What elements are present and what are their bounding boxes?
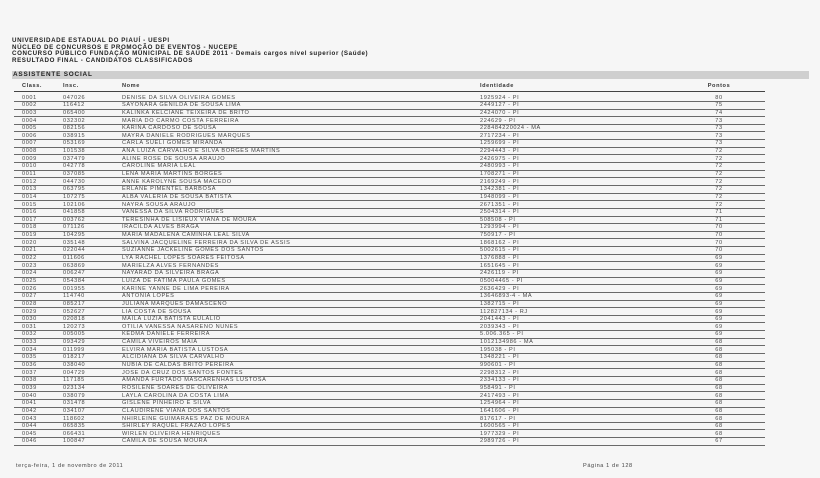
class-cell: 0017 <box>22 216 37 223</box>
class-cell: 0040 <box>22 392 37 399</box>
class-cell: 0035 <box>22 354 37 361</box>
identidade-cell: 2424070 - PI <box>480 109 520 116</box>
pontos-cell: 68 <box>715 384 723 391</box>
class-cell: 0042 <box>22 407 37 414</box>
pontos-cell: 72 <box>715 163 723 170</box>
nome-cell: KALINKA KELCIANE TEIXEIRA DE BRITO <box>122 109 250 116</box>
nome-cell: KARINE YANNE DE LIMA PEREIRA <box>122 285 230 292</box>
nome-cell: WIRLEN OLIVEIRA HENRIQUES <box>122 430 221 437</box>
class-cell: 0043 <box>22 415 37 422</box>
table-row <box>0 384 820 392</box>
nome-cell: AMANDA FURTADO MASCARENHAS LUSTOSA <box>122 377 267 384</box>
nome-cell: ERLANE PIMENTEL BARBOSA <box>122 186 217 193</box>
insc-cell: 120273 <box>63 323 86 330</box>
nome-cell: CAROLINE MARIA LEAL <box>122 163 197 170</box>
insc-cell: 117185 <box>63 377 85 384</box>
table-row <box>0 323 820 331</box>
insc-cell: 107275 <box>63 193 86 200</box>
identidade-cell: 1708271 - PI <box>480 171 520 177</box>
pontos-cell: 72 <box>715 186 723 193</box>
pontos-cell: 68 <box>715 339 723 346</box>
pontos-cell: 68 <box>715 407 723 414</box>
table-row <box>0 430 820 438</box>
insc-cell: 116412 <box>63 102 85 109</box>
class-cell: 0034 <box>22 346 37 353</box>
insc-cell: 082156 <box>63 125 86 132</box>
nome-cell: MAYRA DANIELE RODRIGUES MARQUES <box>122 132 251 139</box>
pontos-cell: 80 <box>715 94 723 101</box>
insc-cell: 038079 <box>63 392 86 399</box>
table-row <box>0 170 820 178</box>
nome-cell: KARINA CARDOSO DE SOUSA <box>122 125 217 132</box>
nome-cell: SUZIANNE JACKELINE GOMES DOS SANTOS <box>122 247 264 254</box>
nome-cell: DENISE DA SILVA OLIVEIRA GOMES <box>122 94 236 101</box>
identidade-cell: 2671351 - PI <box>480 201 520 208</box>
table-row <box>0 293 820 301</box>
pontos-cell: 73 <box>715 117 723 124</box>
identidade-cell: 5002615 - PI <box>480 247 520 254</box>
insc-cell: 018217 <box>63 354 86 361</box>
nome-cell: ALINE ROSE DE SOUSA ARAUJO <box>122 155 226 162</box>
class-cell: 0044 <box>22 423 37 430</box>
table-row <box>0 407 820 415</box>
identidade-cell: 958491 - PI <box>480 384 516 391</box>
nome-cell: ELVIRA MARIA BATISTA LUSTOSA <box>122 346 229 353</box>
pontos-cell: 70 <box>715 247 723 254</box>
pontos-cell: 69 <box>715 323 723 330</box>
nome-cell: LENA MARIA MARTINS BORGES <box>122 171 223 177</box>
table-row <box>0 232 820 240</box>
insc-cell: 044730 <box>63 178 86 185</box>
institution-name: UNIVERSIDADE ESTADUAL DO PIAUÍ - UESPI <box>12 37 170 44</box>
insc-cell: 004729 <box>63 369 86 376</box>
nome-cell: GISLENE PINHEIRO E SILVA <box>122 400 212 407</box>
identidade-cell: 1925924 - PI <box>480 94 520 101</box>
pontos-cell: 72 <box>715 148 723 155</box>
insc-cell: 042778 <box>63 163 86 170</box>
identidade-cell: 1293994 - PI <box>480 224 520 231</box>
column-header-class: Class. <box>22 83 43 89</box>
table-row <box>0 262 820 270</box>
identidade-cell: 1382715 - PI <box>480 300 520 307</box>
pontos-cell: 71 <box>715 216 723 223</box>
insc-cell: 038915 <box>63 132 86 139</box>
nome-cell: JULIANA MARQUES DAMASCENO <box>122 300 228 307</box>
insc-cell: 037085 <box>63 171 86 177</box>
table-row <box>0 270 820 278</box>
insc-cell: 038040 <box>63 362 86 369</box>
pontos-cell: 75 <box>715 102 723 109</box>
table-row <box>0 308 820 316</box>
identidade-cell: 1641606 - PI <box>480 407 520 414</box>
table-row <box>0 94 820 102</box>
identidade-cell: 2717234 - PI <box>480 132 520 139</box>
identidade-cell: 2334133 - PI <box>480 377 520 384</box>
insc-cell: 035148 <box>63 239 86 246</box>
table-row <box>0 339 820 347</box>
class-cell: 0004 <box>22 117 37 124</box>
nome-cell: IRACILDA ALVES BRAGA <box>122 224 200 231</box>
pontos-cell: 69 <box>715 308 723 315</box>
identidade-cell: 1651645 - PI <box>480 262 520 269</box>
nome-cell: OTILIA VANESSA NASARENO NUNES <box>122 323 239 330</box>
table-row <box>0 224 820 232</box>
pontos-cell: 69 <box>715 316 723 323</box>
table-row <box>0 140 820 148</box>
pontos-cell: 68 <box>715 369 723 376</box>
identidade-cell: 05004465 - PI <box>480 277 523 284</box>
identidade-cell: 2294443 - PI <box>480 148 520 155</box>
pontos-cell: 68 <box>715 346 723 353</box>
pontos-cell: 69 <box>715 277 723 284</box>
insc-cell: 032302 <box>63 117 86 124</box>
identidade-cell: 1348221 - PI <box>480 354 520 361</box>
class-cell: 0012 <box>22 178 37 185</box>
insc-cell: 114740 <box>63 293 85 300</box>
table-row <box>0 125 820 133</box>
section-title: ASSISTENTE SOCIAL <box>13 71 93 78</box>
nome-cell: CARLA SUELI GOMES MIRANDA <box>122 140 223 147</box>
nome-cell: MARIELZA ALVES FERNANDES <box>122 262 219 269</box>
identidade-cell: 2449127 - PI <box>480 102 520 109</box>
pontos-cell: 70 <box>715 224 723 231</box>
identidade-cell: 508508 - PI <box>480 216 516 223</box>
table-row <box>0 117 820 125</box>
document-header <box>12 38 368 64</box>
identidade-cell: 2426119 - PI <box>480 270 519 277</box>
nome-cell: SAYONARA GENILDA DE SOUSA LIMA <box>122 102 241 109</box>
table-row <box>0 132 820 140</box>
class-cell: 0008 <box>22 148 37 155</box>
identidade-cell: 228484220024 - MA <box>480 125 541 132</box>
pontos-cell: 68 <box>715 392 723 399</box>
nome-cell: ANNE KAROLYNE SOUSA MACEDO <box>122 178 232 185</box>
nome-cell: MAILA LUZIA BATISTA EULALIO <box>122 316 221 323</box>
insc-cell: 053169 <box>63 140 86 147</box>
identidade-cell: 13646893-4 - MA <box>480 293 533 300</box>
class-cell: 0002 <box>22 102 37 109</box>
table-row <box>0 423 820 431</box>
table-row <box>0 102 820 110</box>
insc-cell: 052627 <box>63 308 86 315</box>
class-cell: 0028 <box>22 300 37 307</box>
pontos-cell: 72 <box>715 193 723 200</box>
insc-cell: 011999 <box>63 346 85 353</box>
identidade-cell: 195038 - PI <box>480 346 516 353</box>
pontos-cell: 71 <box>715 209 723 216</box>
insc-cell: 006247 <box>63 270 86 277</box>
table-row <box>0 155 820 163</box>
nome-cell: ALCIDIANA DA SILVA CARVALHO <box>122 354 225 361</box>
identidade-cell: 2636429 - PI <box>480 285 520 292</box>
identidade-cell: 1948099 - PI <box>480 193 520 200</box>
nome-cell: NHIRLEINE GUIMARAES PAZ DE MOURA <box>122 415 250 422</box>
table-row <box>0 186 820 194</box>
insc-cell: 065835 <box>63 423 86 430</box>
identidade-cell: 2504314 - PI <box>480 209 520 216</box>
class-cell: 0036 <box>22 362 37 369</box>
pontos-cell: 68 <box>715 415 723 422</box>
identidade-cell: 224629 - PI <box>480 117 516 124</box>
nome-cell: VANESSA DA SILVA RODRIGUES <box>122 209 225 216</box>
class-cell: 0015 <box>22 201 37 208</box>
pontos-cell: 69 <box>715 262 723 269</box>
identidade-cell: 990601 - PI <box>480 362 516 369</box>
class-cell: 0023 <box>22 262 37 269</box>
pontos-cell: 70 <box>715 232 723 239</box>
insc-cell: 118602 <box>63 415 85 422</box>
insc-cell: 005005 <box>63 331 86 338</box>
page-indicator: Página 1 de 128 <box>583 463 633 469</box>
pontos-cell: 67 <box>715 438 723 445</box>
class-cell: 0007 <box>22 140 37 147</box>
identidade-cell: 1376888 - PI <box>480 255 520 262</box>
table-row <box>0 400 820 408</box>
pontos-cell: 69 <box>715 285 723 292</box>
class-cell: 0020 <box>22 239 37 246</box>
identidade-cell: 2298312 - PI <box>480 369 520 376</box>
nome-cell: MARIA DO CARMO COSTA FERREIRA <box>122 117 240 124</box>
table-row <box>0 285 820 293</box>
column-header-nome: Nome <box>122 83 140 89</box>
insc-cell: 037479 <box>63 155 86 162</box>
pontos-cell: 69 <box>715 293 723 300</box>
table-row <box>0 247 820 255</box>
class-cell: 0019 <box>22 232 37 239</box>
insc-cell: 065400 <box>63 109 86 116</box>
column-header-identidade: Identidade <box>480 83 514 89</box>
table-row <box>0 300 820 308</box>
nome-cell: JOSE DA CRUZ DOS SANTOS FONTES <box>122 369 244 376</box>
insc-cell: 101538 <box>63 148 86 155</box>
identidade-cell: 817617 - PI <box>480 415 516 422</box>
class-cell: 0039 <box>22 384 37 391</box>
insc-cell: 085217 <box>63 300 86 307</box>
nome-cell: ROSILENE SOARES DE OLIVEIRA <box>122 384 229 391</box>
nome-cell: SHIRLEY RAQUEL FRAZÃO LOPES <box>122 423 231 430</box>
nome-cell: LAYLA CAROLINA DA COSTA LIMA <box>122 392 230 399</box>
nome-cell: SALVINA JACQUELINE FERREIRA DA SILVA DE ASSIS <box>122 239 291 246</box>
nome-cell: NUBIA DE CALDAS BRITO PEREIRA <box>122 362 235 369</box>
nome-cell: TERESINHA DE LISIEUX VIANA DE MOURA <box>122 216 257 223</box>
identidade-cell: 1600565 - PI <box>480 423 520 430</box>
insc-cell: 022044 <box>63 247 86 254</box>
pontos-cell: 69 <box>715 270 723 277</box>
identidade-cell: 2041443 - PI <box>480 316 520 323</box>
nome-cell: NAYRA SOUSA ARAUJO <box>122 201 197 208</box>
class-cell: 0016 <box>22 209 37 216</box>
insc-cell: 104295 <box>63 232 86 239</box>
pontos-cell: 73 <box>715 125 723 132</box>
identidade-cell: 2169249 - PI <box>480 178 520 185</box>
identidade-cell: 2417493 - PI <box>480 392 520 399</box>
identidade-cell: 2039343 - PI <box>480 323 520 330</box>
pontos-cell: 74 <box>715 109 723 116</box>
insc-cell: 011606 <box>63 255 85 262</box>
identidade-cell: 1977329 - PI <box>480 430 520 437</box>
class-cell: 0022 <box>22 255 37 262</box>
class-cell: 0003 <box>22 109 37 116</box>
class-cell: 0045 <box>22 430 37 437</box>
table-row <box>0 316 820 324</box>
class-cell: 0031 <box>22 323 37 330</box>
identidade-cell: 1254964 - PI <box>480 400 520 407</box>
pontos-cell: 73 <box>715 140 723 147</box>
footer-date: terça-feira, 1 de novembro de 2011 <box>16 463 124 469</box>
pontos-cell: 68 <box>715 377 723 384</box>
class-cell: 0029 <box>22 308 37 315</box>
pontos-cell: 72 <box>715 155 723 162</box>
table-row <box>0 377 820 385</box>
insc-cell: 001955 <box>63 285 86 292</box>
insc-cell: 093429 <box>63 339 86 346</box>
identidade-cell: 1868162 - PI <box>480 239 520 246</box>
pontos-cell: 72 <box>715 178 723 185</box>
pontos-cell: 69 <box>715 300 723 307</box>
class-cell: 0027 <box>22 293 37 300</box>
pontos-cell: 68 <box>715 400 723 407</box>
table-row <box>0 392 820 400</box>
table-row <box>0 438 820 446</box>
pontos-cell: 73 <box>715 132 723 139</box>
class-cell: 0001 <box>22 94 37 101</box>
result-title: RESULTADO FINAL - CANDIDATOS CLASSIFICADOS <box>12 56 194 64</box>
section-header <box>12 71 809 79</box>
table-row <box>0 239 820 247</box>
table-row <box>0 354 820 362</box>
insc-cell: 047026 <box>63 94 86 101</box>
pontos-cell: 72 <box>715 171 723 177</box>
class-cell: 0041 <box>22 400 37 407</box>
table-row <box>0 147 820 155</box>
exam-title: CONCURSO PÚBLICO FUNDAÇÃO MUNICIPAL DE SAÚDE 2011 - Demais cargos nível superior (Saúde) <box>12 50 369 58</box>
table-row <box>0 201 820 209</box>
insc-cell: 031478 <box>63 400 86 407</box>
nome-cell: ALBA VALERIA DE SOUSA BATISTA <box>122 193 233 200</box>
class-cell: 0026 <box>22 285 37 292</box>
identidade-cell: 2989726 - PI <box>480 438 520 445</box>
class-cell: 0014 <box>22 193 37 200</box>
identidade-cell: 1259699 - PI <box>480 140 520 147</box>
table-row <box>0 254 820 262</box>
insc-cell: 034107 <box>63 407 86 414</box>
table-row <box>0 193 820 201</box>
department-name: NÚCLEO DE CONCURSOS E PROMOÇÃO DE EVENTOS - NUCEPE <box>12 43 238 51</box>
insc-cell: 020818 <box>63 316 86 323</box>
class-cell: 0038 <box>22 377 37 384</box>
class-cell: 0013 <box>22 186 37 193</box>
class-cell: 0037 <box>22 369 37 376</box>
identidade-cell: 5.006.365 - PI <box>480 331 524 338</box>
class-cell: 0005 <box>22 125 37 132</box>
pontos-cell: 68 <box>715 362 723 369</box>
class-cell: 0030 <box>22 316 37 323</box>
nome-cell: LYA RACHEL LOPES SOARES FEITOSA <box>122 255 245 262</box>
insc-cell: 023134 <box>63 384 86 391</box>
table-row <box>0 369 820 377</box>
insc-cell: 102106 <box>63 201 86 208</box>
pontos-cell: 70 <box>715 239 723 246</box>
class-cell: 0025 <box>22 277 37 284</box>
table-row <box>0 277 820 285</box>
identidade-cell: 1012134986 - MA <box>480 339 534 346</box>
class-cell: 0010 <box>22 163 37 170</box>
class-cell: 0024 <box>22 270 37 277</box>
table-row <box>0 415 820 423</box>
table-row <box>0 331 820 339</box>
pontos-cell: 68 <box>715 423 723 430</box>
table-row <box>0 163 820 171</box>
nome-cell: ANA LUIZA CARVALHO E SILVA BORGES MARTINS <box>122 148 281 155</box>
class-cell: 0032 <box>22 331 37 338</box>
identidade-cell: 2480993 - PI <box>480 163 520 170</box>
insc-cell: 063795 <box>63 186 86 193</box>
class-cell: 0021 <box>22 247 37 254</box>
pontos-cell: 69 <box>715 331 723 338</box>
table-row <box>0 178 820 186</box>
insc-cell: 071126 <box>63 224 85 231</box>
class-cell: 0011 <box>22 171 37 177</box>
pontos-cell: 68 <box>715 430 723 437</box>
insc-cell: 063869 <box>63 262 86 269</box>
column-header-insc: Insc. <box>63 83 79 89</box>
class-cell: 0033 <box>22 339 37 346</box>
nome-cell: NAYARAD DA SILVEIRA BRAGA <box>122 270 220 277</box>
insc-cell: 003762 <box>63 216 86 223</box>
identidade-cell: 112827134 - RJ <box>480 308 528 315</box>
nome-cell: LIA COSTA DE SOUSA <box>122 308 192 315</box>
candidates-table <box>0 94 820 445</box>
nome-cell: MARIA MADALENA CAMINHA LEAL SILVA <box>122 232 250 239</box>
table-row <box>0 361 820 369</box>
insc-cell: 100847 <box>63 438 86 445</box>
pontos-cell: 72 <box>715 201 723 208</box>
table-row <box>0 209 820 217</box>
class-cell: 0009 <box>22 155 37 162</box>
insc-cell: 066431 <box>63 430 86 437</box>
class-cell: 0006 <box>22 132 37 139</box>
table-row <box>0 216 820 224</box>
nome-cell: KÉDMA DANIELE FERREIRA <box>122 331 211 338</box>
nome-cell: LUIZA DE FATIMA PAULA GOMES <box>122 277 226 284</box>
nome-cell: ANTONIA LOPES <box>122 293 175 300</box>
insc-cell: 041858 <box>63 209 86 216</box>
nome-cell: CAMILA DE SOUSA MOURA <box>122 438 208 445</box>
column-header-pontos: Pontos <box>707 83 731 89</box>
class-cell: 0046 <box>22 438 37 445</box>
header-divider <box>14 91 765 92</box>
pontos-cell: 68 <box>715 354 723 361</box>
identidade-cell: 750917 - PI <box>480 232 516 239</box>
identidade-cell: 2426975 - PI <box>480 155 520 162</box>
insc-cell: 054384 <box>63 277 86 284</box>
table-row <box>0 109 820 117</box>
nome-cell: CAMILA VIVEIROS MAIA <box>122 339 198 346</box>
nome-cell: CLAUDIRENE VIANA DOS SANTOS <box>122 407 231 414</box>
class-cell: 0018 <box>22 224 37 231</box>
pontos-cell: 69 <box>715 255 723 262</box>
identidade-cell: 1342381 - PI <box>480 186 520 193</box>
table-row <box>0 346 820 354</box>
